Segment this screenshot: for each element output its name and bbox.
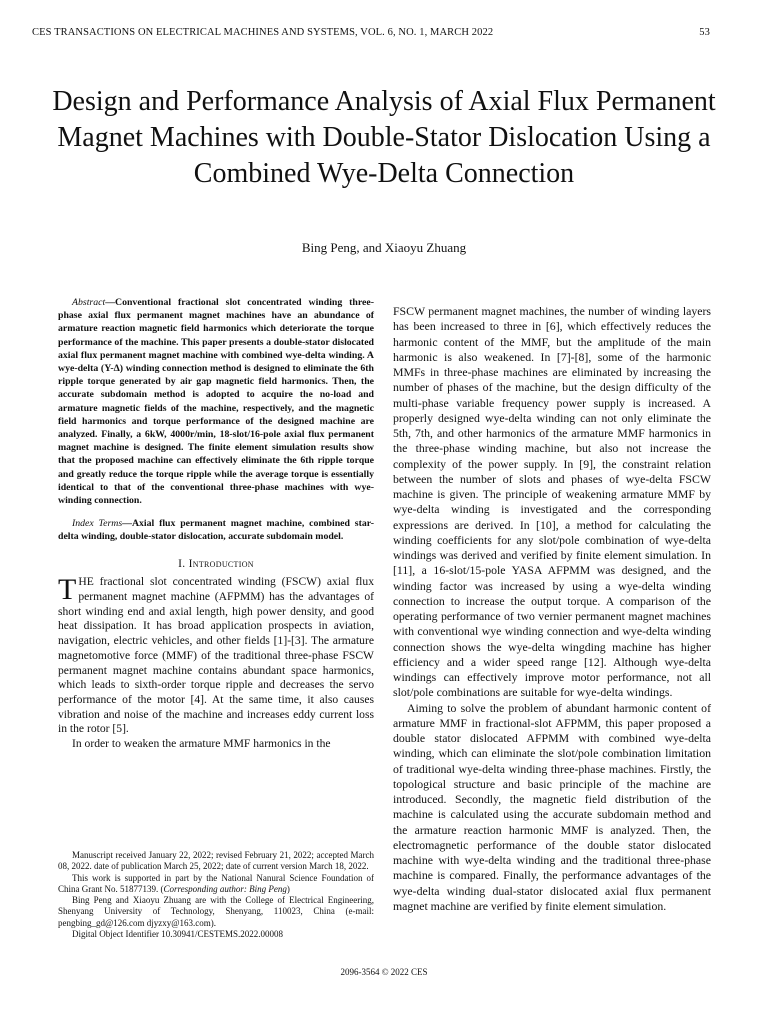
intro-paragraph-1-text: HE fractional slot concentrated winding (FSCW) axial flux permanent magnet machine (AFPMM) has the advantages of short winding end and axial length, high power density, and good heat dissipation. It has broad application prospects in aviation, navigation, electric vehicles, and other fields [1]-[3]. The armature magnetomotive force (MMF) of the traditional three-phase FSCW permanent magnet machine contains abundant space harmonics, which leads to sixth-order torque ripple and decreases the servo performance of the motor [4]. At the same time, it also causes vibration and noise of the machine and increases eddy current loss in the rotor [5]. xyxy=(58,575,374,736)
left-column xyxy=(58,296,374,752)
drop-cap: T xyxy=(58,573,77,607)
footnote-manuscript: Manuscript received January 22, 2022; revised February 21, 2022; accepted March 08, 2022. date of publication March 25, 2022; date of current version March 18, 2022. xyxy=(58,850,374,872)
right-paragraph-1: FSCW permanent magnet machines, the number of winding layers has been increased to three in [6], which effectively reduces the harmonic content of the MMF, but the amplitude of the main harmonic is also weakened. In [7]-[8], some of the harmonic MMFs in three-phase machines are eliminated by increasing the number of phases of the machine, but the design difficulty of the multi-phase variable frequency power supply is increased. A properly designed wye-delta winding can not only eliminate the 5th, 7th, and other harmonics of the armature MMF harmonics in the three-phase winding machine, but also not increase the complexity of the power supply. In [9], the constraint relation between the number of slots and phases of wye-delta FSCW machine is given. The principle of weakening armature MMF by wye-delta winding is investigated and the corresponding expressions are derived. In [10], a method for calculating the winding coefficients for any slot/pole combination of wye-delta windings was derived and verified by finite element simulation. In [11], a 16-slot/15-pole YASA AFPMM was designed, and the winding factor was increased by using a wye-delta winding connection to increase the output torque. A comparison of the operating performance of two vernier permanent magnet machines with conventional wye winding connection and wye-delta winding connection shows the wye-delta wingding machine has higher efficiency and a wider speed range [12]. Although wye-delta windings can effectively improve motor performance, not all slot/pole combinations are suitable for wye-delta windings. xyxy=(393,304,711,700)
footnotes xyxy=(58,850,374,940)
page-number: 53 xyxy=(699,27,710,38)
footnote-corresponding: Corresponding author: Bing Peng xyxy=(163,883,287,894)
abstract xyxy=(58,296,374,507)
intro-paragraph-2: In order to weaken the armature MMF harmonics in the xyxy=(72,737,331,751)
footnote-doi: Digital Object Identifier 10.30941/CESTEMS.2022.00008 xyxy=(72,929,283,940)
running-header xyxy=(32,27,710,41)
footnote-funding-text: This work is supported in part by the National Nanural Science Foundation of China Grant No. 51877139. ( xyxy=(58,872,374,894)
index-terms-lead: Index Terms xyxy=(72,518,123,530)
footnote-funding xyxy=(58,873,374,896)
copyright-footer: 2096-3564 © 2022 CES xyxy=(340,967,428,977)
abstract-text: —Conventional fractional slot concentrated winding three-phase axial flux permanent magnet machines have an abundance of armature reaction magnetic field harmonics which deteriorate the torque performance of the machine. This paper presents a double-stator dislocated axial flux permanent magnet machine with combined wye-delta winding. A wye-delta (Y-Δ) winding connection method is designed to eliminate the 6th ripple torque generated by air gap magnetic field harmonics. Then, the accurate subdomain method is adopted to acquire the no-load and armature magnetic fields of the machine, respectively, and the magnetic field harmonics and torque performance of the designed machine are analyzed. Finally, a 6kW, 4000r/min, 18-slot/16-pole axial flux permanent magnet machine is designed. The finite element simulation results show that the proposed machine can effectively eliminate the 6th ripple torque and greatly reduce the torque ripple while the average torque is essentially identical to that of the conventional three-phase machines with wye-winding connection. xyxy=(58,297,374,507)
intro-paragraph-1 xyxy=(58,575,374,737)
right-column xyxy=(393,304,711,914)
footnote-funding-close: ) xyxy=(286,883,290,894)
abstract-lead: Abstract xyxy=(72,297,106,308)
index-terms xyxy=(58,517,374,543)
section-numeral: I. xyxy=(178,557,186,570)
author-list: Bing Peng, and Xiaoyu Zhuang xyxy=(301,240,467,255)
journal-name: CES TRANSACTIONS ON ELECTRICAL MACHINES AND SYSTEMS, VOL. 6, NO. 1, MARCH 2022 xyxy=(32,27,494,38)
paper-title: Design and Performance Analysis of Axial Flux Permanent Magnet Machines with Double-Stator Dislocation Using a Combined Wye-Delta Connection xyxy=(52,86,716,189)
section-name: Introduction xyxy=(188,557,254,570)
footnote-affiliation: Bing Peng and Xiaoyu Zhuang are with the College of Electrical Engineering, Shenyang University of Technology, Shenyang, 110023, China (e-mail: pengbing_gd@126.com djyzxy@163.com). xyxy=(58,895,374,928)
index-terms-text: —Axial flux permanent magnet machine, combined star-delta winding, double-stator dislocation, accurate subdomain model. xyxy=(58,518,374,543)
section-heading xyxy=(58,557,374,572)
right-paragraph-2: Aiming to solve the problem of abundant harmonic content of armature MMF in fractional-slot AFPMM, this paper proposed a double stator dislocated AFPMM with combined wye-delta winding, which can eliminate the slot/pole combination limitation of traditional wye-delta winding three-phase machines. Firstly, the topological structure and basic principle of the machine are introduced. Secondly, the magnetic field distribution of the machine is calculated using the accurate subdomain method and the armature reaction harmonic MMF is analyzed. Then, the electromagnetic performance of the double stator dislocated machine with wye-delta winding and the traditional three-phase machine is compared. Finally, the performance advantages of the wye-delta winding dual-stator dislocated axial flux permanent magnet machine are verified by finite element simulation. xyxy=(393,700,711,913)
